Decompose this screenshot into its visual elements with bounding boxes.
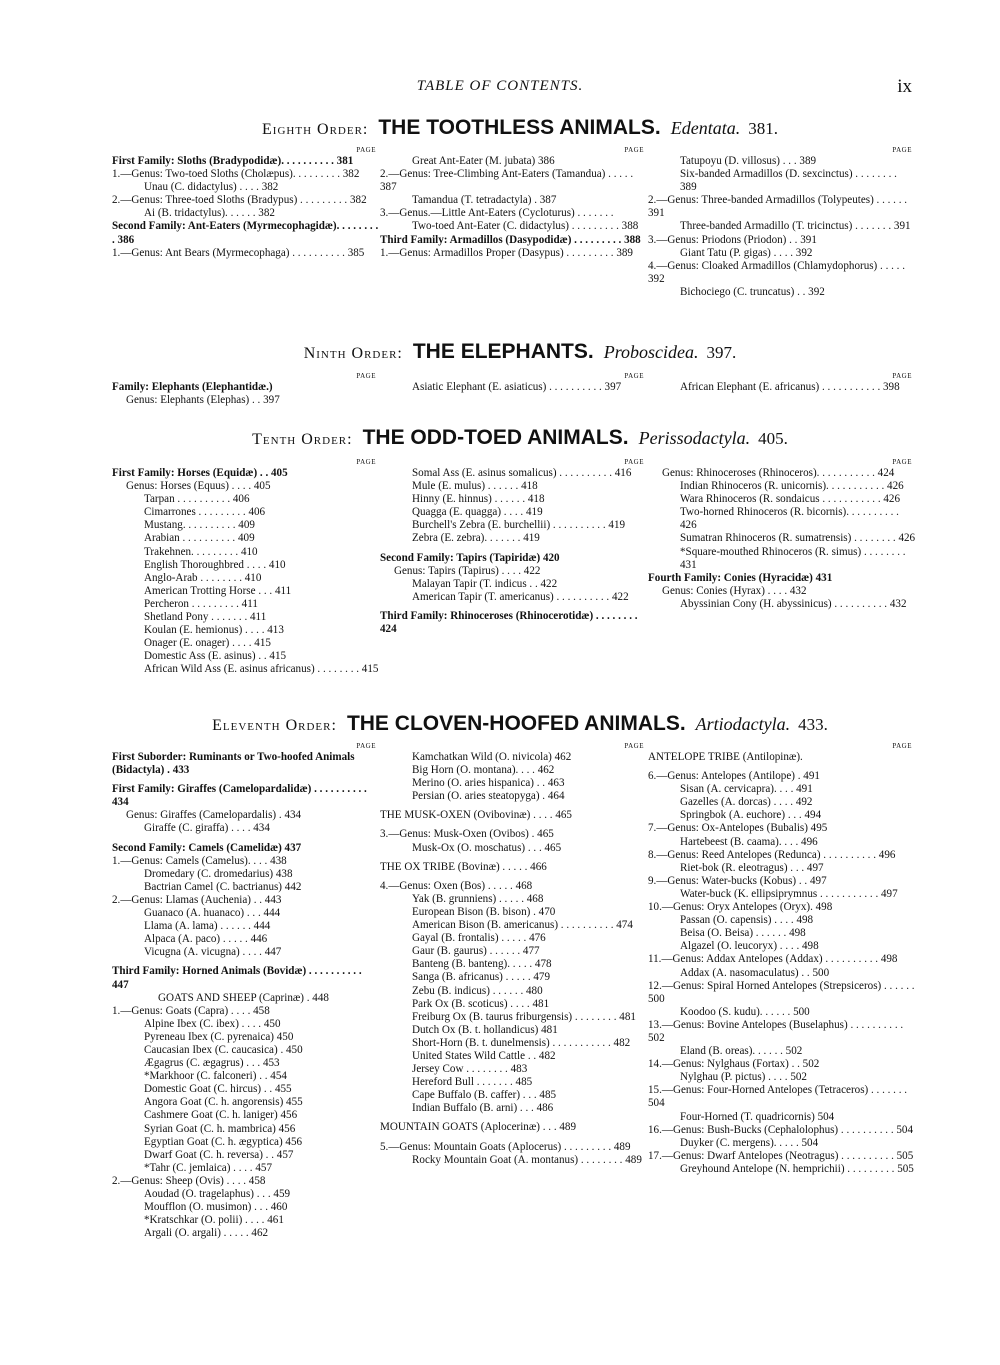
toc-entry: Onager (E. onager) . . . . 415: [144, 637, 271, 650]
order-title: THE CLOVEN-HOOFED ANIMALS.: [346, 712, 686, 735]
family-entry: Second Family: Ant-Eaters (Myrmecophagidæ). . . . . . . . . 386: [112, 220, 379, 246]
toc-entry: Two-horned Rhinoceros (R. bicornis). . . . . . . . . . 426: [680, 506, 899, 532]
order-ordinal: Eighth Order:: [262, 121, 369, 138]
toc-column: [648, 146, 916, 299]
family-entry: Third Family: Horned Animals (Bovidæ) . . . . . . . . . . 447: [112, 965, 362, 991]
toc-entry: 15.—Genus: Four-Horned Antelopes (Tetraceros) . . . . . . . 504: [648, 1084, 908, 1110]
order-page: 433.: [798, 715, 828, 734]
toc-entry: Sisan (A. cervicapra). . . . 491: [680, 783, 813, 796]
toc-entry: Genus: Tapirs (Tapirus) . . . . 422: [394, 564, 541, 577]
toc-entry: Aoudad (O. tragelaphus) . . . 459: [144, 1188, 291, 1200]
toc-entry: Genus: Giraffes (Camelopardalis) . 434: [126, 809, 302, 822]
order-title: THE ELEPHANTS.: [412, 340, 594, 363]
toc-entry: Tatupoyu (D. villosus) . . . 389: [680, 155, 817, 167]
toc-entry: 1.—Genus: Goats (Capra) . . . . 458: [112, 1004, 270, 1017]
toc-entry: Bactrian Camel (C. bactrianus) 442: [144, 880, 302, 893]
page-column-label: PAGE: [624, 146, 644, 154]
toc-entry: 8.—Genus: Reed Antelopes (Redunca) . . . . . . . . . . 496: [648, 848, 896, 861]
page-column-label: PAGE: [624, 742, 644, 750]
toc-entry: Duyker (C. mergens). . . . . 504: [680, 1136, 819, 1149]
family-entry: Family: Elephants (Elephantidæ.): [112, 381, 273, 393]
toc-entry: Persian (O. aries steatopyga) . 464: [412, 790, 565, 803]
toc-entry: Tarpan . . . . . . . . . . 406: [144, 493, 250, 506]
toc-entry: Cimarrones . . . . . . . . . 406: [144, 506, 266, 519]
toc-column: [112, 372, 380, 407]
order-title: THE TOOTHLESS ANIMALS.: [378, 116, 661, 139]
running-title: TABLE OF CONTENTS.: [416, 78, 584, 94]
toc-entry: Guanaco (A. huanaco) . . . 444: [144, 907, 281, 920]
toc-entry: Merino (O. aries hispanica) . . 463: [412, 777, 565, 790]
order-ordinal: Tenth Order:: [252, 431, 353, 448]
toc-entry: Vicugna (A. vicugna) . . . . 447: [144, 946, 282, 959]
page-column-label: PAGE: [356, 146, 376, 154]
page-column-label: PAGE: [892, 146, 912, 154]
toc-entry: Riet-bok (R. eleotragus) . . . 497: [680, 861, 824, 874]
toc-entry: Yak (B. grunniens) . . . . . 468: [412, 892, 544, 905]
toc-entry: ANTELOPE TRIBE (Antilopinæ).: [648, 751, 803, 763]
toc-entry: Ai (B. tridactylus). . . . . . 382: [144, 207, 275, 220]
toc-entry: Nylghau (P. pictus) . . . . 502: [680, 1071, 807, 1084]
toc-entry: Unau (C. didactylus) . . . . 382: [144, 181, 279, 194]
toc-entry: Greyhound Antelope (N. hemprichii) . . . . . . . . . 505: [680, 1162, 914, 1175]
page-column-label: PAGE: [624, 372, 644, 380]
toc-entry: 16.—Genus: Bush-Bucks (Cephalolophus) . . . . . . . . . . 504: [648, 1123, 914, 1136]
toc-column: [380, 742, 648, 1240]
toc-entry: Sanga (B. africanus) . . . . . 479: [412, 971, 551, 984]
toc-entry: 11.—Genus: Addax Antelopes (Addax) . . . . . . . . . . 498: [648, 953, 898, 966]
order-entries-ninth: [112, 372, 918, 407]
toc-entry: Dwarf Goat (C. h. reversa) . . 457: [144, 1148, 294, 1161]
toc-entry: Kamchatkan Wild (O. nivicola) 462: [412, 751, 572, 763]
toc-entry: 17.—Genus: Dwarf Antelopes (Neotragus) . . . . . . . . . . 505: [648, 1149, 914, 1162]
order-heading-eighth: [100, 116, 940, 140]
toc-entry: Malayan Tapir (T. indicus . . 422: [412, 577, 558, 590]
toc-entry: Genus: Rhinoceroses (Rhinoceros). . . . . . . . . . . 424: [662, 467, 895, 479]
toc-entry: Trakehnen. . . . . . . . . 410: [144, 545, 258, 558]
toc-entry: Jersey Cow . . . . . . . . 483: [412, 1063, 528, 1076]
toc-entry: *Markhoor (C. falconeri) . . 454: [144, 1070, 287, 1083]
toc-entry: Ægagrus (C. ægagrus) . . . 453: [144, 1057, 280, 1070]
toc-entry: Pyreneau Ibex (C. pyrenaica) 450: [144, 1030, 294, 1043]
page-column-label: PAGE: [356, 742, 376, 750]
toc-entry: European Bison (B. bison) . 470: [412, 905, 556, 918]
toc-entry: Arabian . . . . . . . . . . 409: [144, 532, 255, 545]
toc-entry: Gayal (B. frontalis) . . . . . 476: [412, 932, 546, 945]
toc-entry: Hartebeest (B. caama). . . . 496: [680, 835, 818, 848]
toc-entry: Hinny (E. hinnus) . . . . . . 418: [412, 493, 545, 506]
toc-entry: Six-banded Armadillos (D. sexcinctus) . . . . . . . . 389: [680, 168, 897, 194]
toc-entry: Park Ox (B. scoticus) . . . . 481: [412, 997, 550, 1010]
toc-entry: 3.—Genus: Priodons (Priodon) . . 391: [648, 233, 817, 246]
toc-column: [648, 372, 916, 407]
toc-column: [112, 742, 380, 1240]
toc-entry: Two-toed Ant-Eater (C. didactylus) . . . . . . . . . 388: [412, 220, 639, 233]
toc-entry: *Kratschkar (O. polii) . . . . 461: [144, 1214, 284, 1227]
toc-entry: THE MUSK-OXEN (Ovibovinæ) . . . . 465: [380, 809, 572, 822]
toc-entry: 13.—Genus: Bovine Antelopes (Buselaphus) . . . . . . . . . . 502: [648, 1018, 904, 1044]
page-column-label: PAGE: [356, 458, 376, 466]
toc-column: [648, 742, 916, 1240]
toc-entry: 1.—Genus: Camels (Camelus). . . . 438: [112, 854, 287, 867]
toc-entry: Mustang. . . . . . . . . . 409: [144, 519, 255, 532]
family-entry: Third Family: Rhinoceroses (Rhinocerotidæ) . . . . . . . . 424: [380, 609, 638, 636]
toc-entry: African Wild Ass (E. asinus africanus) . . . . . . . . 415: [144, 663, 379, 676]
toc-entry: Water-buck (K. ellipsiprymnus . . . . . . . . . . . 497: [680, 887, 898, 900]
toc-entry: GOATS AND SHEEP (Caprinæ) . 448: [158, 991, 329, 1004]
toc-entry: Asiatic Elephant (E. asiaticus) . . . . . . . . . . 397: [412, 381, 622, 393]
toc-entry: Addax (A. nasomaculatus) . . 500: [680, 966, 830, 979]
toc-entry: American Tapir (T. americanus) . . . . . . . . . . 422: [412, 590, 629, 603]
toc-entry: Bichociego (C. truncatus) . . 392: [680, 285, 825, 298]
toc-entry: Domestic Goat (C. hircus) . . 455: [144, 1083, 292, 1096]
toc-entry: Domestic Ass (E. asinus) . . 415: [144, 650, 287, 663]
toc-entry: Big Horn (O. montana). . . . 462: [412, 764, 555, 777]
toc-entry: Wara Rhinoceros (R. sondaicus . . . . . . . . . . . 426: [680, 493, 901, 506]
toc-entry: Somal Ass (E. asinus somalicus) . . . . . . . . . . 416: [412, 467, 632, 479]
toc-entry: American Bison (B. americanus) . . . . . . . . . . 474: [412, 919, 633, 932]
family-entry: First Family: Sloths (Bradypodidæ). . . . . . . . . . 381: [112, 155, 354, 167]
toc-column: [380, 372, 648, 407]
toc-entry: Genus: Horses (Equus) . . . . 405: [126, 480, 271, 493]
toc-entry: 5.—Genus: Mountain Goats (Aplocerus) . . . . . . . . . 489: [380, 1140, 631, 1153]
order-latin: Proboscidea.: [603, 342, 699, 362]
toc-entry: 6.—Genus: Antelopes (Antilope) . 491: [648, 770, 820, 783]
toc-entry: Moufflon (O. musimon) . . . 460: [144, 1201, 288, 1214]
page-number: ix: [897, 76, 912, 97]
toc-entry: Angora Goat (C. h. angorensis) 455: [144, 1096, 303, 1109]
toc-entry: Alpaca (A. paco) . . . . . 446: [144, 933, 268, 946]
order-entries-eighth: [112, 146, 918, 299]
toc-entry: Passan (O. capensis) . . . . 498: [680, 914, 814, 927]
toc-entry: Genus: Conies (Hyrax) . . . . 432: [662, 584, 807, 597]
family-entry: Fourth Family: Conies (Hyracidæ) 431: [648, 571, 833, 584]
order-heading-eleventh: [100, 712, 940, 736]
family-entry: Second Family: Camels (Camelidæ) 437: [112, 841, 302, 854]
toc-entry: *Tahr (C. jemlaica) . . . . 457: [144, 1161, 272, 1174]
toc-entry: *Square-mouthed Rhinoceros (R. simus) . . . . . . . . 431: [680, 545, 906, 571]
toc-entry: Three-banded Armadillo (T. tricinctus) . . . . . . . 391: [680, 220, 911, 233]
family-entry: First Family: Giraffes (Camelopardalidæ) . . . . . . . . . . 434: [112, 783, 367, 809]
toc-entry: Gazelles (A. dorcas) . . . . 492: [680, 796, 813, 809]
toc-entry: Argali (O. argali) . . . . . 462: [144, 1227, 269, 1240]
toc-entry: Llama (A. lama) . . . . . . 444: [144, 920, 271, 933]
toc-entry: 10.—Genus: Oryx Antelopes (Oryx). 498: [648, 901, 833, 914]
page-column-label: PAGE: [356, 372, 376, 380]
order-latin: Edentata.: [670, 118, 741, 138]
order-latin: Artiodactyla.: [695, 714, 791, 734]
order-ordinal: Ninth Order:: [303, 345, 403, 362]
toc-entry: Egyptian Goat (C. h. ægyptica) 456: [144, 1135, 303, 1148]
toc-entry: 2.—Genus: Three-toed Sloths (Bradypus) . . . . . . . . . 382: [112, 194, 367, 207]
toc-entry: 1.—Genus: Ant Bears (Myrmecophaga) . . . . . . . . . . 385: [112, 246, 365, 259]
toc-entry: 2.—Genus: Llamas (Auchenia) . . 443: [112, 893, 282, 906]
toc-column: [380, 458, 648, 677]
toc-entry: English Thoroughbred . . . . 410: [144, 558, 286, 571]
toc-entry: THE OX TRIBE (Bovinæ) . . . . . 466: [380, 860, 547, 873]
toc-column: [112, 146, 380, 299]
toc-entry: Hereford Bull . . . . . . . 485: [412, 1076, 533, 1089]
toc-entry: Mule (E. mulus) . . . . . . 418: [412, 480, 538, 493]
toc-entry: Zebu (B. indicus) . . . . . . 480: [412, 984, 543, 997]
order-heading-tenth: [100, 426, 940, 450]
family-entry: Third Family: Armadillos (Dasypodidæ) . . . . . . . . . 388: [380, 233, 641, 246]
page-column-label: PAGE: [892, 458, 912, 466]
toc-entry: 4.—Genus: Oxen (Bos) . . . . . 468: [380, 879, 533, 892]
toc-entry: Beisa (O. Beisa) . . . . . . 498: [680, 927, 806, 940]
toc-entry: Short-Horn (B. t. dunelmensis) . . . . . . . . . . . 482: [412, 1036, 631, 1049]
order-page: 405.: [758, 429, 788, 448]
toc-entry: 3.—Genus.—Little Ant-Eaters (Cycloturus) . . . . . . .: [380, 207, 614, 220]
toc-entry: Genus: Elephants (Elephas) . . 397: [126, 394, 280, 407]
toc-entry: 12.—Genus: Spiral Horned Antelopes (Strepsiceros) . . . . . . 500: [648, 979, 915, 1005]
order-title: THE ODD-TOED ANIMALS.: [362, 426, 629, 449]
order-page: 381.: [748, 119, 778, 138]
toc-entry: Rocky Mountain Goat (A. montanus) . . . . . . . . 489: [412, 1153, 642, 1166]
toc-entry: 2.—Genus: Tree-Climbing Ant-Eaters (Tamandua) . . . . . 387: [380, 168, 634, 194]
toc-entry: Koulan (E. hemionus) . . . . 413: [144, 624, 284, 637]
toc-entry: Great Ant-Eater (M. jubata) 386: [412, 155, 555, 167]
order-latin: Perissodactyla.: [638, 428, 751, 448]
toc-entry: Abyssinian Cony (H. abyssinicus) . . . . . . . . . . 432: [680, 597, 907, 610]
toc-entry: Four-Horned (T. quadricornis) 504: [680, 1110, 835, 1123]
toc-entry: 3.—Genus: Musk-Oxen (Ovibos) . 465: [380, 828, 554, 841]
toc-column: [648, 458, 916, 677]
toc-entry: MOUNTAIN GOATS (Aplocerinæ) . . . 489: [380, 1121, 577, 1134]
toc-entry: 14.—Genus: Nylghaus (Fortax) . . 502: [648, 1058, 820, 1071]
toc-entry: Springbok (A. euchore) . . . 494: [680, 809, 822, 822]
family-entry: First Family: Horses (Equidæ) . . 405: [112, 467, 288, 479]
toc-entry: Banteng (B. banteng). . . . . 478: [412, 958, 552, 971]
order-ordinal: Eleventh Order:: [212, 717, 337, 734]
toc-entry: Percheron . . . . . . . . . 411: [144, 597, 258, 610]
toc-column: [112, 458, 380, 677]
toc-entry: Freiburg Ox (B. taurus friburgensis) . . . . . . . . 481: [412, 1010, 636, 1023]
toc-entry: 9.—Genus: Water-bucks (Kobus) . . 497: [648, 874, 827, 887]
toc-entry: Gaur (B. gaurus) . . . . . . 477: [412, 945, 540, 958]
order-heading-ninth: [100, 340, 940, 364]
toc-entry: Indian Buffalo (B. arni) . . . 486: [412, 1102, 554, 1115]
family-entry: Second Family: Tapirs (Tapiridæ) 420: [380, 551, 560, 564]
toc-entry: Cashmere Goat (C. h. laniger) 456: [144, 1109, 298, 1122]
toc-entry: Tamandua (T. tetradactyla) . 387: [412, 194, 557, 207]
toc-entry: 7.—Genus: Ox-Antelopes (Bubalis) 495: [648, 822, 828, 835]
order-entries-eleventh: [112, 742, 918, 1240]
order-entries-tenth: [112, 458, 918, 677]
toc-entry: Indian Rhinoceros (R. unicornis). . . . . . . . . . . 426: [680, 480, 904, 493]
toc-entry: Eland (B. oreas). . . . . . 502: [680, 1045, 803, 1058]
toc-entry: Zebra (E. zebra). . . . . . . 419: [412, 532, 540, 545]
family-entry: First Suborder: Ruminants or Two-hoofed Animals (Bidactyla) . 433: [112, 751, 355, 777]
toc-entry: Alpine Ibex (C. ibex) . . . . 450: [144, 1017, 281, 1030]
toc-entry: African Elephant (E. africanus) . . . . . . . . . . . 398: [680, 381, 900, 393]
toc-entry: Musk-Ox (O. moschatus) . . . 465: [412, 841, 562, 854]
toc-entry: 4.—Genus: Cloaked Armadillos (Chlamydophorus) . . . . . 392: [648, 259, 905, 285]
toc-entry: Dutch Ox (B. t. hollandicus) 481: [412, 1023, 558, 1036]
toc-entry: Dromedary (C. dromedarius) 438: [144, 867, 293, 880]
toc-entry: Shetland Pony . . . . . . . 411: [144, 611, 267, 624]
toc-entry: Caucasian Ibex (C. caucasica) . 450: [144, 1043, 303, 1056]
toc-entry: Cape Buffalo (B. caffer) . . . 485: [412, 1089, 557, 1102]
toc-entry: United States Wild Cattle . . 482: [412, 1049, 556, 1062]
toc-entry: Giraffe (C. giraffa) . . . . 434: [144, 822, 270, 835]
page-column-label: PAGE: [624, 458, 644, 466]
toc-entry: Koodoo (S. kudu). . . . . . 500: [680, 1005, 810, 1018]
toc-entry: 2.—Genus: Three-banded Armadillos (Tolypeutes) . . . . . . 391: [648, 194, 908, 220]
toc-entry: Giant Tatu (P. gigas) . . . . 392: [680, 246, 813, 259]
toc-entry: Quagga (E. quagga) . . . . 419: [412, 506, 543, 519]
toc-entry: Syrian Goat (C. h. mambrica) 456: [144, 1122, 296, 1135]
running-header: [0, 76, 1000, 100]
toc-entry: American Trotting Horse . . . 411: [144, 584, 292, 597]
toc-entry: 1.—Genus: Armadillos Proper (Dasypus) . . . . . . . . . 389: [380, 246, 633, 259]
toc-entry: Algazel (O. leucoryx) . . . . 498: [680, 940, 819, 953]
toc-entry: 1.—Genus: Two-toed Sloths (Cholæpus). . . . . . . . . 382: [112, 168, 360, 181]
toc-entry: Anglo-Arab . . . . . . . . 410: [144, 571, 262, 584]
page-column-label: PAGE: [892, 742, 912, 750]
order-page: 397.: [706, 343, 737, 362]
toc-entry: Sumatran Rhinoceros (R. sumatrensis) . . . . . . . . 426: [680, 532, 916, 545]
toc-column: [380, 146, 648, 299]
toc-entry: 2.—Genus: Sheep (Ovis) . . . . 458: [112, 1174, 266, 1187]
page-column-label: PAGE: [892, 372, 912, 380]
toc-entry: Burchell's Zebra (E. burchellii) . . . . . . . . . . 419: [412, 519, 626, 532]
